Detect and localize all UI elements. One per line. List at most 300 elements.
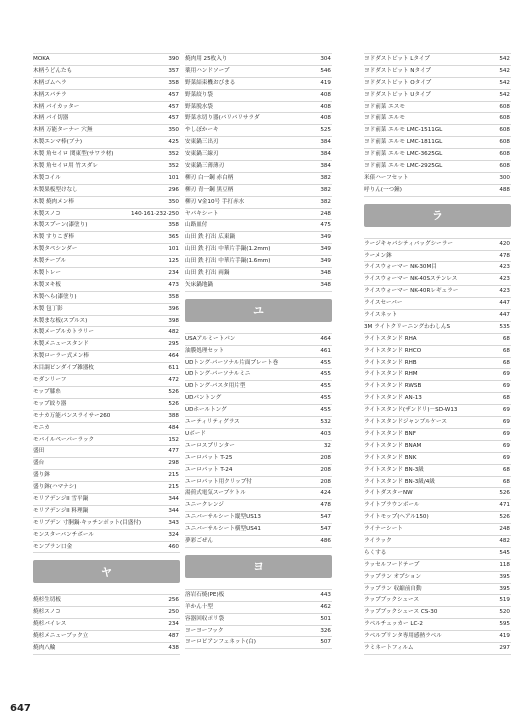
index-row bbox=[185, 209, 332, 221]
page-ref: 457 bbox=[168, 115, 179, 122]
index-row bbox=[364, 149, 511, 161]
kana-section-header: ヤ bbox=[33, 560, 180, 583]
item-name: UDトング·パーソナルミニ bbox=[185, 371, 251, 378]
item-name: ヨド前菜 エルモ LMC-3625GL bbox=[364, 151, 443, 158]
page-ref: 608 bbox=[499, 139, 510, 146]
index-row bbox=[185, 113, 332, 125]
item-name: ヨド前菜 エルモ LMC-2925GL bbox=[364, 163, 443, 170]
index-row bbox=[364, 346, 511, 358]
page-ref: 357 bbox=[168, 67, 179, 74]
item-name: ユーロスプリンター bbox=[185, 442, 235, 449]
index-row bbox=[364, 102, 511, 114]
item-name: ラップラン オプション bbox=[364, 573, 422, 580]
item-name: ライトスタンド RHM bbox=[364, 371, 418, 378]
item-name: 木製テーブル bbox=[33, 258, 67, 265]
index-row bbox=[185, 393, 332, 405]
index-row bbox=[364, 262, 511, 274]
index-row bbox=[364, 405, 511, 417]
page-ref: 348 bbox=[320, 270, 331, 277]
item-name: ライスウォーマー NK-40Sステンレス bbox=[364, 276, 458, 283]
page-ref: 608 bbox=[499, 127, 510, 134]
item-name: 安東鍋三線刃 bbox=[185, 151, 219, 158]
page-ref: 501 bbox=[320, 615, 331, 622]
index-row bbox=[185, 614, 332, 626]
index-column-1 bbox=[33, 53, 180, 655]
page-ref: 464 bbox=[168, 353, 179, 360]
page-ref: 32 bbox=[323, 442, 331, 449]
page-ref: 545 bbox=[499, 549, 510, 556]
page-ref: 423 bbox=[499, 276, 510, 283]
index-row bbox=[185, 417, 332, 429]
item-name: 山田 鉄 打出 中華片手鍋(1.6mm) bbox=[185, 258, 271, 265]
item-name: ライスネット bbox=[364, 312, 398, 319]
index-row bbox=[185, 358, 332, 370]
page-ref: 68 bbox=[502, 395, 510, 402]
page-ref: 68 bbox=[502, 335, 510, 342]
item-name: ライトスタンド AN-13 bbox=[364, 395, 422, 402]
item-name: ラッセルフードテープ bbox=[364, 561, 420, 568]
index-row bbox=[364, 417, 511, 429]
index-row bbox=[185, 137, 332, 149]
page-ref: 447 bbox=[499, 300, 510, 307]
page-ref: 526 bbox=[168, 388, 179, 395]
page-ref: 69 bbox=[502, 419, 510, 426]
index-row bbox=[33, 268, 180, 280]
item-name: 木製 角セイロ 関東型(サワラ材) bbox=[33, 151, 114, 158]
item-name: ライトスタンド RHA bbox=[364, 335, 417, 342]
index-row bbox=[33, 643, 180, 655]
page-ref: 384 bbox=[320, 151, 331, 158]
page-ref: 443 bbox=[320, 591, 331, 598]
index-row bbox=[364, 286, 511, 298]
page-ref: 419 bbox=[499, 633, 510, 640]
page-ref: 68 bbox=[502, 359, 510, 366]
index-row bbox=[364, 441, 511, 453]
index-row bbox=[185, 524, 332, 536]
item-name: 木製 すりこぎ棒 bbox=[33, 234, 74, 241]
item-name: 木柄 パイ切器 bbox=[33, 115, 69, 122]
item-name: 柳刃 V金10号 手打赤水 bbox=[185, 198, 245, 205]
index-column-2 bbox=[185, 53, 332, 649]
item-name: 呼りん(一つ鐘) bbox=[364, 186, 402, 193]
item-name: ライトスタンド(ザンドリ)－SD-W13 bbox=[364, 407, 458, 414]
item-name: UDパントング bbox=[185, 395, 222, 402]
index-row bbox=[185, 232, 332, 244]
page-ref: 482 bbox=[168, 329, 179, 336]
index-row bbox=[185, 637, 332, 649]
index-row bbox=[185, 488, 332, 500]
page-ref: 486 bbox=[320, 537, 331, 544]
index-row bbox=[33, 375, 180, 387]
item-name: 木柄 万能ターナー 穴無 bbox=[33, 127, 93, 134]
index-row bbox=[364, 322, 511, 334]
item-name: ライトスタンド BNF bbox=[364, 430, 416, 437]
page-ref: 462 bbox=[320, 603, 331, 610]
index-row bbox=[364, 548, 511, 560]
item-name: 夢彩ごぜん bbox=[185, 537, 213, 544]
page-ref: 525 bbox=[320, 127, 331, 134]
index-row bbox=[33, 387, 180, 399]
page-ref: 69 bbox=[502, 454, 510, 461]
item-name: 盛台 bbox=[33, 460, 45, 467]
index-row bbox=[364, 631, 511, 643]
page-ref: 447 bbox=[499, 312, 510, 319]
page-number: 647 bbox=[10, 703, 31, 714]
index-row bbox=[364, 369, 511, 381]
index-row bbox=[33, 423, 180, 435]
page-ref: 478 bbox=[499, 252, 510, 259]
page-ref: 460 bbox=[168, 543, 179, 550]
item-name: ヨド前菜 エルモ LMC-1811GL bbox=[364, 139, 443, 146]
index-row bbox=[364, 274, 511, 286]
page-ref: 349 bbox=[320, 258, 331, 265]
item-name: Uボード bbox=[185, 430, 206, 437]
page-ref: 382 bbox=[320, 198, 331, 205]
item-name: 木柄スパテラ bbox=[33, 91, 67, 98]
item-name: ライトスタンドジャンブルケース bbox=[364, 419, 447, 426]
index-row bbox=[33, 518, 180, 530]
item-name: モンブラン口金 bbox=[33, 543, 73, 550]
index-row bbox=[364, 53, 511, 66]
page-ref: 396 bbox=[168, 305, 179, 312]
item-name: 湯煎式電気スープケトル bbox=[185, 490, 246, 497]
page-ref: 295 bbox=[168, 341, 179, 348]
index-row bbox=[185, 405, 332, 417]
item-name: ライトスタンド BNAM bbox=[364, 442, 422, 449]
index-row bbox=[185, 465, 332, 477]
item-name: モリブデン 寸胴鍋·キッチンポット(目盛付) bbox=[33, 519, 142, 526]
item-name: 木製メープルカトラリー bbox=[33, 329, 95, 336]
index-row bbox=[33, 506, 180, 518]
index-row bbox=[185, 602, 332, 614]
item-name: モダンリーフ bbox=[33, 377, 67, 384]
item-name: 木製エンマ棒(ブナ) bbox=[33, 139, 83, 146]
index-row bbox=[364, 536, 511, 548]
item-name: 矢床鍋地鍋 bbox=[185, 281, 213, 288]
page-ref: 358 bbox=[168, 222, 179, 229]
index-row bbox=[33, 351, 180, 363]
index-row bbox=[185, 185, 332, 197]
index-row bbox=[33, 209, 180, 221]
index-row bbox=[185, 90, 332, 102]
index-row bbox=[33, 327, 180, 339]
page-ref: 424 bbox=[320, 490, 331, 497]
item-name: 木製 焼肉メン棒 bbox=[33, 198, 74, 205]
item-name: ラベルチェッカー LC-2 bbox=[364, 621, 423, 628]
page-ref: 419 bbox=[320, 79, 331, 86]
page-ref: 365 bbox=[168, 234, 179, 241]
page-ref: 208 bbox=[320, 466, 331, 473]
page-ref: 384 bbox=[320, 163, 331, 170]
item-name: UDホールトング bbox=[185, 407, 227, 414]
page-ref: 69 bbox=[502, 442, 510, 449]
page-ref: 532 bbox=[320, 419, 331, 426]
page-ref: 352 bbox=[168, 151, 179, 158]
item-name: モナカ万能パンスライサー260 bbox=[33, 412, 111, 419]
page-ref: 542 bbox=[499, 91, 510, 98]
item-name: ラベルプリンタ専用感熱ラベル bbox=[364, 633, 442, 640]
index-row bbox=[185, 280, 332, 292]
index-row bbox=[185, 589, 332, 602]
page-ref: 326 bbox=[320, 627, 331, 634]
index-row bbox=[364, 173, 511, 185]
item-name: 木製へら(漆塗り) bbox=[33, 293, 77, 300]
item-name: ラーメン鉢 bbox=[364, 252, 392, 259]
page-ref: 471 bbox=[499, 502, 510, 509]
page-ref: 296 bbox=[168, 186, 179, 193]
item-name: 羊かん十型 bbox=[185, 603, 213, 610]
item-name: 盛り鉢 bbox=[33, 472, 50, 479]
index-row bbox=[364, 381, 511, 393]
item-name: ユニバーサルシート縦型US13 bbox=[185, 514, 261, 521]
item-name: モバイルペーパーラック bbox=[33, 436, 95, 443]
index-row bbox=[364, 429, 511, 441]
index-row bbox=[364, 238, 511, 251]
item-name: 油膜処理セット bbox=[185, 347, 225, 354]
page-ref: 234 bbox=[168, 270, 179, 277]
index-row bbox=[33, 113, 180, 125]
index-row bbox=[364, 113, 511, 125]
item-name: UDトング·パーソナル片面プレート巻 bbox=[185, 359, 279, 366]
index-row bbox=[33, 232, 180, 244]
index-row bbox=[33, 244, 180, 256]
item-name: ヨド前菜 エルモ bbox=[364, 115, 405, 122]
item-name: モリアデンジII 料理鍋 bbox=[33, 507, 89, 514]
item-name: 山路皿付 bbox=[185, 222, 208, 229]
page-ref: 388 bbox=[168, 412, 179, 419]
index-row bbox=[364, 643, 511, 655]
page-ref: 208 bbox=[320, 478, 331, 485]
index-row bbox=[33, 292, 180, 304]
index-row bbox=[185, 149, 332, 161]
item-name: ヨーロピアンフェネット(白) bbox=[185, 639, 256, 646]
index-row bbox=[364, 560, 511, 572]
page-ref: 384 bbox=[320, 139, 331, 146]
item-name: らくする bbox=[364, 549, 387, 556]
page-ref: 608 bbox=[499, 151, 510, 158]
item-name: ライトスタンド BNK bbox=[364, 454, 417, 461]
page-ref: 473 bbox=[168, 281, 179, 288]
index-row bbox=[185, 53, 332, 66]
index-row bbox=[364, 137, 511, 149]
index-row bbox=[33, 594, 180, 607]
kana-section-header: ヨ bbox=[185, 555, 332, 578]
index-row bbox=[185, 346, 332, 358]
index-row bbox=[33, 542, 180, 554]
index-row bbox=[185, 441, 332, 453]
item-name: UDトング·パスタ用片型 bbox=[185, 383, 246, 390]
item-name: 盛田 bbox=[33, 448, 45, 455]
item-name: 木柄ゴムヘラ bbox=[33, 79, 67, 86]
page-ref: 298 bbox=[168, 460, 179, 467]
page-ref: 478 bbox=[320, 502, 331, 509]
page-ref: 542 bbox=[499, 56, 510, 62]
index-row bbox=[364, 310, 511, 322]
index-row bbox=[185, 626, 332, 638]
page-ref: 398 bbox=[168, 317, 179, 324]
page-ref: 352 bbox=[168, 163, 179, 170]
index-row bbox=[364, 298, 511, 310]
item-name: ラップブックシュース CS-30 bbox=[364, 609, 438, 616]
page-ref: 297 bbox=[499, 644, 510, 651]
index-row bbox=[364, 358, 511, 370]
page-ref: 487 bbox=[168, 633, 179, 640]
page-ref: 382 bbox=[320, 174, 331, 181]
page-ref: 455 bbox=[320, 371, 331, 378]
item-name: 木柄うどんたも bbox=[33, 67, 73, 74]
page-ref: 118 bbox=[499, 561, 510, 568]
index-row bbox=[185, 197, 332, 209]
item-name: 山田 鉄 打出 中華片手鍋(1.2mm) bbox=[185, 246, 271, 253]
item-name: 木製果板型けなし bbox=[33, 186, 78, 193]
item-name: 盛り鉢(ハマナシ) bbox=[33, 484, 77, 491]
page-ref: 547 bbox=[320, 514, 331, 521]
item-name: 野菜脱水袋 bbox=[185, 103, 213, 110]
item-name: 木製 角セイロ用 竹スダレ bbox=[33, 163, 98, 170]
page-ref: 358 bbox=[168, 293, 179, 300]
page-ref: 457 bbox=[168, 103, 179, 110]
item-name: モップ膝糸 bbox=[33, 388, 61, 395]
item-name: ライスウォーマー NK-40Rレギュラー bbox=[364, 288, 459, 295]
index-row bbox=[33, 399, 180, 411]
page-ref: 475 bbox=[320, 222, 331, 229]
item-name: モニカ bbox=[33, 424, 50, 431]
index-row bbox=[185, 268, 332, 280]
page-ref: 300 bbox=[499, 174, 510, 181]
page-ref: 344 bbox=[168, 495, 179, 502]
item-name: ライトブラウンボール bbox=[364, 502, 420, 509]
item-name: 安東鍋三薄薄刃 bbox=[185, 163, 225, 170]
item-name: モップ絞り器 bbox=[33, 400, 67, 407]
index-row bbox=[185, 500, 332, 512]
item-name: 焼杉スノコ bbox=[33, 609, 61, 616]
page-ref: 408 bbox=[320, 115, 331, 122]
index-row bbox=[364, 334, 511, 346]
page-ref: 464 bbox=[320, 335, 331, 342]
item-name: ライトスタンド RHCO bbox=[364, 347, 422, 354]
page-ref: 423 bbox=[499, 264, 510, 271]
index-row bbox=[33, 458, 180, 470]
page-ref: 68 bbox=[502, 347, 510, 354]
index-row bbox=[33, 316, 180, 328]
page-ref: 488 bbox=[499, 186, 510, 193]
page-ref: 248 bbox=[499, 526, 510, 533]
item-name: ユーティリティグラス bbox=[185, 419, 240, 426]
index-row bbox=[364, 78, 511, 90]
index-row bbox=[364, 595, 511, 607]
item-name: ライスセーバー bbox=[364, 300, 403, 307]
item-name: ヤパキシート bbox=[185, 210, 219, 217]
index-row bbox=[33, 339, 180, 351]
index-row bbox=[364, 500, 511, 512]
item-name: 溶岩石焼(PE)板 bbox=[185, 591, 225, 598]
index-row bbox=[33, 280, 180, 292]
page-ref: 408 bbox=[320, 103, 331, 110]
page-ref: 69 bbox=[502, 407, 510, 414]
item-name: 木目調ピンダイプ雑器枚 bbox=[33, 365, 95, 372]
page-ref: 526 bbox=[168, 400, 179, 407]
index-row bbox=[185, 125, 332, 137]
page-ref: 69 bbox=[502, 383, 510, 390]
item-name: ラミネートフィルム bbox=[364, 644, 414, 651]
page-ref: 350 bbox=[168, 127, 179, 134]
index-row bbox=[33, 494, 180, 506]
index-row bbox=[364, 185, 511, 197]
index-row bbox=[33, 631, 180, 643]
page-ref: 390 bbox=[168, 56, 179, 62]
page-ref: 101 bbox=[168, 174, 179, 181]
index-row bbox=[33, 185, 180, 197]
item-name: ユーロパット用クリップ付 bbox=[185, 478, 252, 485]
index-row bbox=[185, 102, 332, 114]
page-ref: 535 bbox=[499, 323, 510, 330]
page-ref: 438 bbox=[168, 644, 179, 651]
index-row bbox=[33, 470, 180, 482]
page-ref: 542 bbox=[499, 67, 510, 74]
page-ref: 256 bbox=[168, 597, 179, 604]
page-ref: 140·161·232·250 bbox=[130, 210, 179, 217]
item-name: ライトダスターNW bbox=[364, 490, 413, 497]
page-ref: 408 bbox=[320, 91, 331, 98]
page-ref: 343 bbox=[168, 519, 179, 526]
page-ref: 152 bbox=[168, 436, 179, 443]
index-row bbox=[33, 446, 180, 458]
item-name: ライトモップ(ヘアル150) bbox=[364, 514, 429, 521]
page-ref: 608 bbox=[499, 163, 510, 170]
item-name: 焼杉メニューブック立 bbox=[33, 633, 89, 640]
item-name: 薬用ハンドソープ bbox=[185, 67, 230, 74]
page-ref: 68 bbox=[502, 466, 510, 473]
item-name: ラップラン 収縮前自動 bbox=[364, 585, 422, 592]
page-ref: 349 bbox=[320, 246, 331, 253]
index-row bbox=[33, 607, 180, 619]
page-ref: 234 bbox=[168, 621, 179, 628]
page-ref: 482 bbox=[499, 537, 510, 544]
index-row bbox=[364, 619, 511, 631]
item-name: ラージキャパシティバッグシーラー bbox=[364, 240, 453, 247]
page-ref: 125 bbox=[168, 258, 179, 265]
item-name: ユーロパット T-25 bbox=[185, 454, 233, 461]
item-name: 米俵ハーフセット bbox=[364, 174, 409, 181]
item-name: ヨドダストビット Nタイプ bbox=[364, 67, 431, 74]
item-name: ライナーシート bbox=[364, 526, 403, 533]
page-ref: 69 bbox=[502, 430, 510, 437]
item-name: ライトスタンド RWSB bbox=[364, 383, 422, 390]
index-row bbox=[185, 220, 332, 232]
page-ref: 455 bbox=[320, 407, 331, 414]
item-name: ライラック bbox=[364, 537, 392, 544]
page-ref: 215 bbox=[168, 472, 179, 479]
page-ref: 595 bbox=[499, 621, 510, 628]
item-name: 木製 包丁影 bbox=[33, 305, 63, 312]
index-row bbox=[364, 584, 511, 596]
index-row bbox=[33, 102, 180, 114]
index-row bbox=[364, 393, 511, 405]
item-name: 木柄 パイカッター bbox=[33, 103, 80, 110]
index-row bbox=[185, 161, 332, 173]
page-ref: 484 bbox=[168, 424, 179, 431]
item-name: ヨドダストビット Oタイプ bbox=[364, 79, 432, 86]
index-row bbox=[364, 125, 511, 137]
index-row bbox=[185, 477, 332, 489]
index-row bbox=[33, 304, 180, 316]
index-row bbox=[364, 465, 511, 477]
item-name: ヨドダストビット Uタイプ bbox=[364, 91, 431, 98]
item-name: やしぼかーキ bbox=[185, 127, 219, 134]
index-row bbox=[33, 363, 180, 375]
index-row bbox=[364, 161, 511, 173]
item-name: 柳刃 青一鋼 黒豆柄 bbox=[185, 186, 234, 193]
